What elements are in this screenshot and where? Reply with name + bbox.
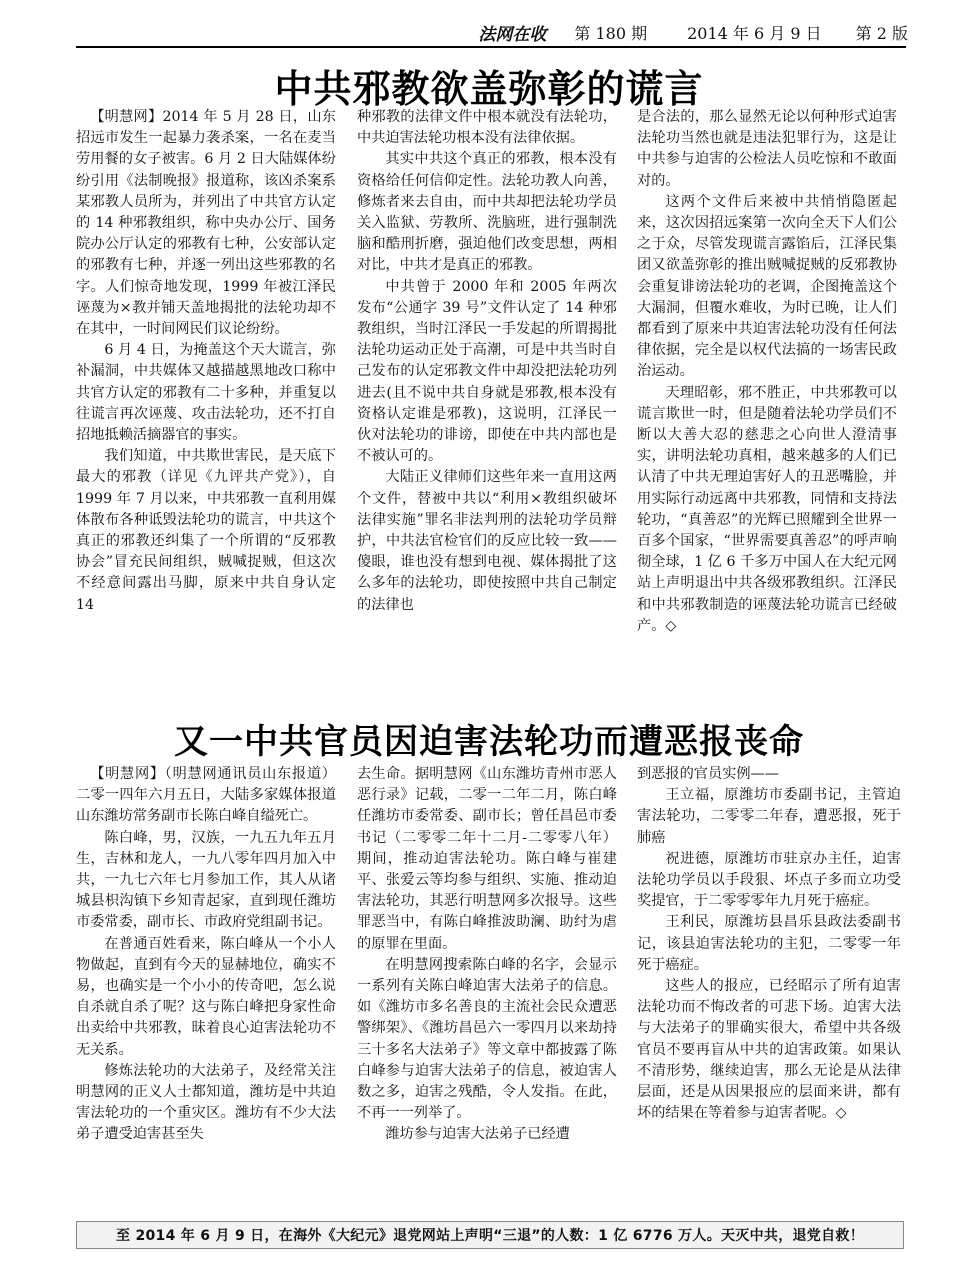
paragraph: 祝进德，原潍坊市驻京办主任，迫害法轮功学员以手段狠、坏点子多而立功受奖提官，于二零零零年九月死于癌症。	[637, 850, 901, 910]
paragraph: 中共曾于 2000 年和 2005 年两次发布“公通字 39 号”文件认定了 14 种邪教组织，当时江泽民一手发起的所谓揭批法轮功运动正处于高潮，可是中共当时自己发布的认定邪教文件中却没把法轮功列进去(且不说中共自身就是邪教,根本没有资格认定谁是邪教)，这说明，江泽民一伙对法轮功的诽谤，即使在中共内部也是不被认可的。	[357, 278, 617, 465]
paragraph: 这些人的报应，已经昭示了所有迫害法轮功而不悔改者的可悲下场。迫害大法与大法弟子的罪确实很大，希望中共各级官员不要再盲从中共的迫害政策。如果认不清形势，继续迫害，那么无论是从法律层面，还是从因果报应的层面来讲，都有坏的结果在等着参与迫害者呢。◇	[637, 978, 901, 1122]
paragraph: 我们知道，中共欺世害民，是天底下最大的邪教（详见《九评共产党》），自 1999 年 7 月以来，中共邪教一直利用媒体散布各种诋毁法轮功的谎言，中共这个真正的邪教还纠集了一个所谓的“反邪教协会”冒充民间组织，贼喊捉贼，但这次不经意间露出马脚，原来中共自身认定 14	[76, 448, 336, 613]
paragraph: 王利民，原潍坊县昌乐县政法委副书记，该县迫害法轮功的主犯，二零零一年死于癌症。	[637, 914, 901, 973]
paragraph: 在普通百姓看来，陈白峰从一个小人物做起，直到有今天的显赫地位，确实不易，也确实是一个小小的传奇吧，怎么说自杀就自杀了呢？这与陈白峰把身家性命出卖给中共邪教，昧着良心迫害法轮功不无关系。	[76, 935, 336, 1058]
masthead-rule	[76, 46, 906, 48]
paragraph: 是合法的，那么显然无论以何种形式迫害法轮功当然也就是违法犯罪行为，这是让中共参与迫害的公检法人员吃惊和不敢面对的。	[637, 109, 897, 189]
paragraph: 王立福，原潍坊市委副书记，主管迫害法轮功，二零零二年春，遭恶报，死于肺癌	[637, 787, 901, 846]
paragraph: 到恶报的官员实例——	[637, 766, 779, 782]
paragraph: 大陆正义律师们这些年来一直用这两个文件，替被中共以“利用×教组织破坏法律实施”罪名非法判刑的法轮功学员辩护，中共法官检官们的反应比较一致——傻眼，谁也没有想到电视、媒体揭批了这么多年的法轮功，即使按照中共自己制定的法律也	[357, 469, 617, 613]
paragraph: 这两个文件后来被中共悄悄隐匿起来，这次因招远案第一次向全天下人们公之于众，尽管发现谎言露馅后，江泽民集团又欲盖弥彰的推出贼喊捉贼的反邪教协会重复诽谤法轮功的老调，企图掩盖这个大漏洞，但覆水难收，为时已晚，让人们都看到了原来中共迫害法轮功没有任何法律依据，完全是以权代法搞的一场害民政治运动。	[637, 193, 897, 380]
masthead	[478, 18, 908, 46]
article-2-title: 又一中共官员因迫害法轮功而遭恶报丧命	[174, 722, 804, 762]
paragraph: 陈白峰，男，汉族，一九五九年五月生，吉林和龙人，一九八零年四月加入中共，一九七六年七月参加工作，其人从诸城县枳沟镇下乡知青起家，直到现任潍坊市委常委，副市长、市政府党组副书记。	[76, 829, 336, 931]
footer-banner	[76, 1221, 904, 1249]
paragraph: 【明慧网】2014 年 5 月 28 日，山东招远市发生一起暴力袭杀案，一名在麦当劳用餐的女子被害。6 月 2 日大陆媒体纷纷引用《法制晚报》报道称，该凶杀案系某邪教人员所为，并列出了中共官方认定的 14 种邪教组织，称中央办公厅、国务院办公厅认定的邪教有七种，公安部认定的邪教有七种，并逐一列出这些邪教的名字。人们惊奇地发现，1999 年被江泽民诬蔑为×教并铺天盖地揭批的法轮功却不在其中，一时间网民们议论纷纷。	[76, 109, 336, 338]
issue-number: 第 180 期	[574, 23, 648, 43]
paragraph: 在明慧网搜索陈白峰的名字，会显示一系列有关陈白峰迫害大法弟子的信息。如《潍坊市多名善良的主流社会民众遭恶警绑架》、《潍坊昌邑六一零四月以来劫持三十多名大法弟子》等文章中都披露了陈白峰参与迫害大法弟子的信息，被迫害人数之多，迫害之残酷，令人发指。在此，不再一一列举了。	[357, 956, 617, 1122]
edition-number: 第 2 版	[855, 23, 908, 43]
paragraph: 种邪教的法律文件中根本就没有法轮功，中共迫害法轮功根本没有法律依据。	[357, 109, 617, 147]
paragraph: 【明慧网】（明慧网通讯员山东报道）二零一四年六月五日，大陆多家媒体报道山东潍坊常务副市长陈白峰自缢死亡。	[76, 766, 336, 825]
paper-name: 法网在收	[478, 24, 547, 45]
article-1-column-3	[637, 107, 897, 707]
article-2-column-3	[637, 764, 901, 1214]
paragraph: 天理昭彰，邪不胜正，中共邪教可以谎言欺世一时，但是随着法轮功学员们不断以大善大忍的慈悲之心向世人澄清事实，讲明法轮功真相，越来越多的人们已认清了中共无理迫害好人的丑恶嘴脸，并用实际行动远离中共邪教，同情和支持法轮功，“真善忍”的光辉已照耀到全世界一百多个国家，“世界需要真善忍”的呼声响彻全球，1 亿 6 千多万中国人在大纪元网站上声明退出中共各级邪教组织。江泽民和中共邪教制造的诬蔑法轮功谎言已经破产。◇	[637, 384, 897, 634]
paragraph: 其实中共这个真正的邪教，根本没有资格给任何信仰定性。法轮功教人向善，修炼者来去自由，而中共却把法轮功学员关入监狱、劳教所、洗脑班，进行强制洗脑和酷刑折磨，强迫他们改变思想，两相对比，中共才是真正的邪教。	[357, 151, 617, 274]
article-2-column-2	[357, 764, 617, 1214]
paragraph: 修炼法轮功的大法弟子，及经常关注明慧网的正义人士都知道，潍坊是中共迫害法轮功的一个重灾区。潍坊有不少大法弟子遭受迫害甚至失	[76, 1062, 336, 1143]
paragraph: 潍坊参与迫害大法弟子已经遭	[385, 1126, 570, 1143]
article-1-column-2	[357, 107, 617, 707]
article-1-column-1	[76, 107, 336, 707]
paragraph: 6 月 4 日，为掩盖这个天大谎言，弥补漏洞，中共媒体又越描越黑地改口称中共官方认定的邪教有二十多种，并重复以往谎言再次诬蔑、攻击法轮功，还不打自招地抵赖活摘器官的事实。	[76, 342, 336, 444]
article-2-column-1	[76, 764, 336, 1214]
issue-date: 2014 年 6 月 9 日	[687, 23, 822, 43]
article-1-title: 中共邪教欲盖弥彰的谎言	[274, 67, 704, 111]
footer-text: 至 2014 年 6 月 9 日，在海外《大纪元》退党网站上声明“三退”的人数：1 亿 6776 万人。天灭中共，退党自救！	[115, 1228, 865, 1244]
paragraph: 去生命。据明慧网《山东潍坊青州市恶人恶行录》记载，二零一二年二月，陈白峰任潍坊市委常委、副市长；曾任昌邑市委书记（二零零二年十二月-二零零八年）期间，推动迫害法轮功。陈白峰与崔建平、张爱云等均参与组织、实施、推动迫害法轮功，其恶行明慧网多次报导。这些罪恶当中，有陈白峰推波助澜、助纣为虐的原罪在里面。	[357, 766, 617, 952]
